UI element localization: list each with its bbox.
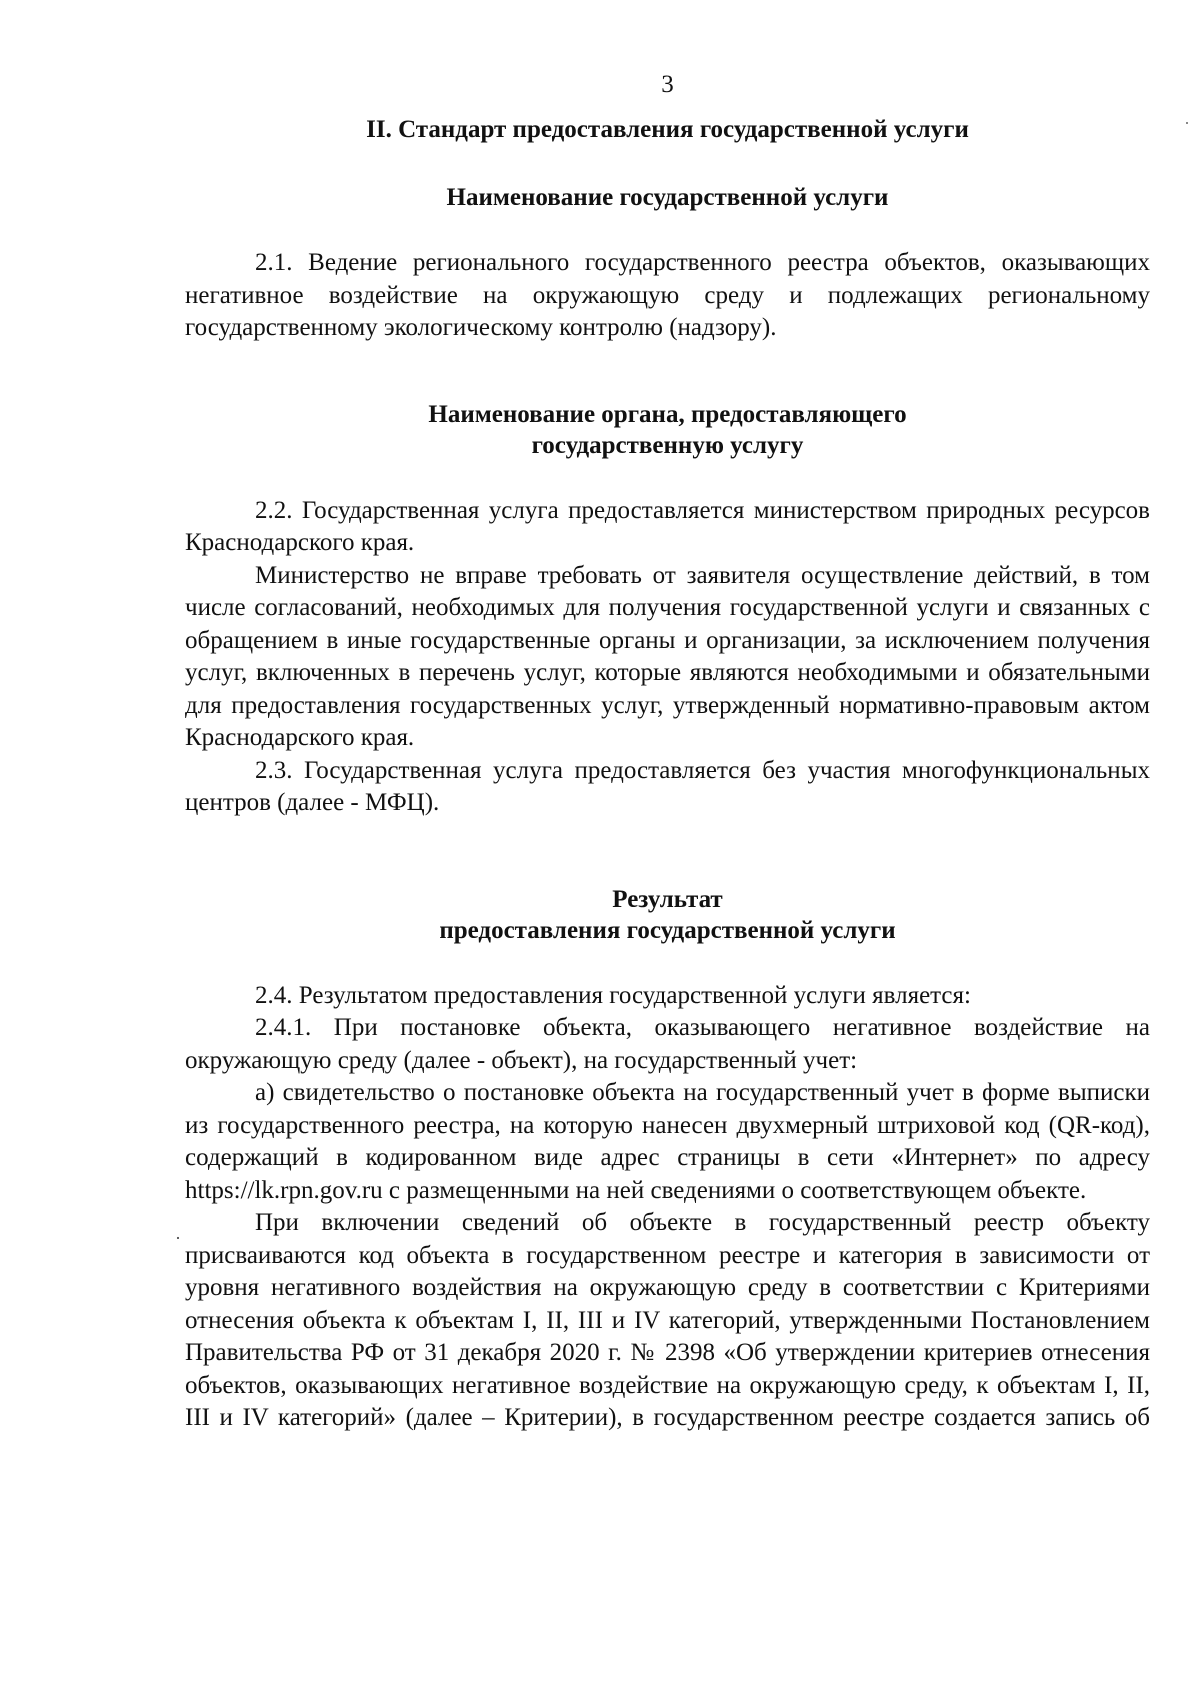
heading-result-line-2: предоставления государственной услуги xyxy=(439,916,896,944)
paragraph-a: а) свидетельство о постановке объекта на государственный учет в форме выписки из государственного реестра, на которую нанесен двухмерный штриховой код (QR-код), содержащий в кодированном виде адрес страницы в сети «Интернет» по адресу https://lk.rpn.gov.ru с размещенными на ней сведениями о соответствующем объекте. xyxy=(185,1079,1150,1204)
heading-result xyxy=(185,884,1150,946)
scan-edge-mark xyxy=(1186,122,1188,124)
heading-authority-line-2: государственную услугу xyxy=(531,431,804,459)
heading-authority xyxy=(185,399,1150,461)
heading-authority-line-1: Наименование органа, предоставляющего xyxy=(428,400,907,428)
page-content xyxy=(185,70,1150,1435)
paragraph-2-3: 2.3. Государственная услуга предоставляется без участия многофункциональных центров (далее - МФЦ). xyxy=(185,756,1150,816)
paragraph-2-2: 2.2. Государственная услуга предоставляется министерством природных ресурсов Краснодарского края. xyxy=(185,496,1150,556)
scan-dot-mark: · xyxy=(175,1228,181,1248)
paragraph-2-4: 2.4. Результатом предоставления государственной услуги является: xyxy=(255,981,971,1009)
page-number: 3 xyxy=(661,71,674,98)
section-title: II. Стандарт предоставления государственной услуги xyxy=(366,116,969,143)
paragraph-2-2-ministry: Министерство не вправе требовать от заявителя осуществление действий, в том числе согласований, необходимых для получения государственной услуги и связанных с обращением в иные государственные органы и организации, за исключением получения услуг, включенных в перечень услуг, которые являются необходимыми и обязательными для предоставления государственных услуг, утвержденный нормативно-правовым актом Краснодарского края. xyxy=(185,561,1150,751)
heading-result-line-1: Результат xyxy=(612,885,723,913)
paragraph-registry: При включении сведений об объекте в государственный реестр объекту присваиваются код объекта в государственном реестре и категория в зависимости от уровня негативного воздействия на окружающую среду в соответствии с Критериями отнесения объекта к объектам I, II, III и IV категорий, утвержденными Постановлением Правительства РФ от 31 декабря 2020 г. № 2398 «Об утверждении критериев отнесения объектов, оказывающих негативное воздействие на окружающую среду, к объектам I, II, III и IV категорий» (далее – Критерии), в государственном реестре создается запись об xyxy=(185,1209,1150,1431)
paragraph-2-1: 2.1. Ведение регионального государственного реестра объектов, оказывающих негативное воздействие на окружающую среду и подлежащих региональному государственному экологическому контролю (надзору). xyxy=(185,249,1150,341)
paragraph-2-4-1: 2.4.1. При постановке объекта, оказывающего негативное воздействие на окружающую среду (далее - объект), на государственный учет: xyxy=(185,1014,1150,1074)
heading-service-name: Наименование государственной услуги xyxy=(446,184,889,211)
